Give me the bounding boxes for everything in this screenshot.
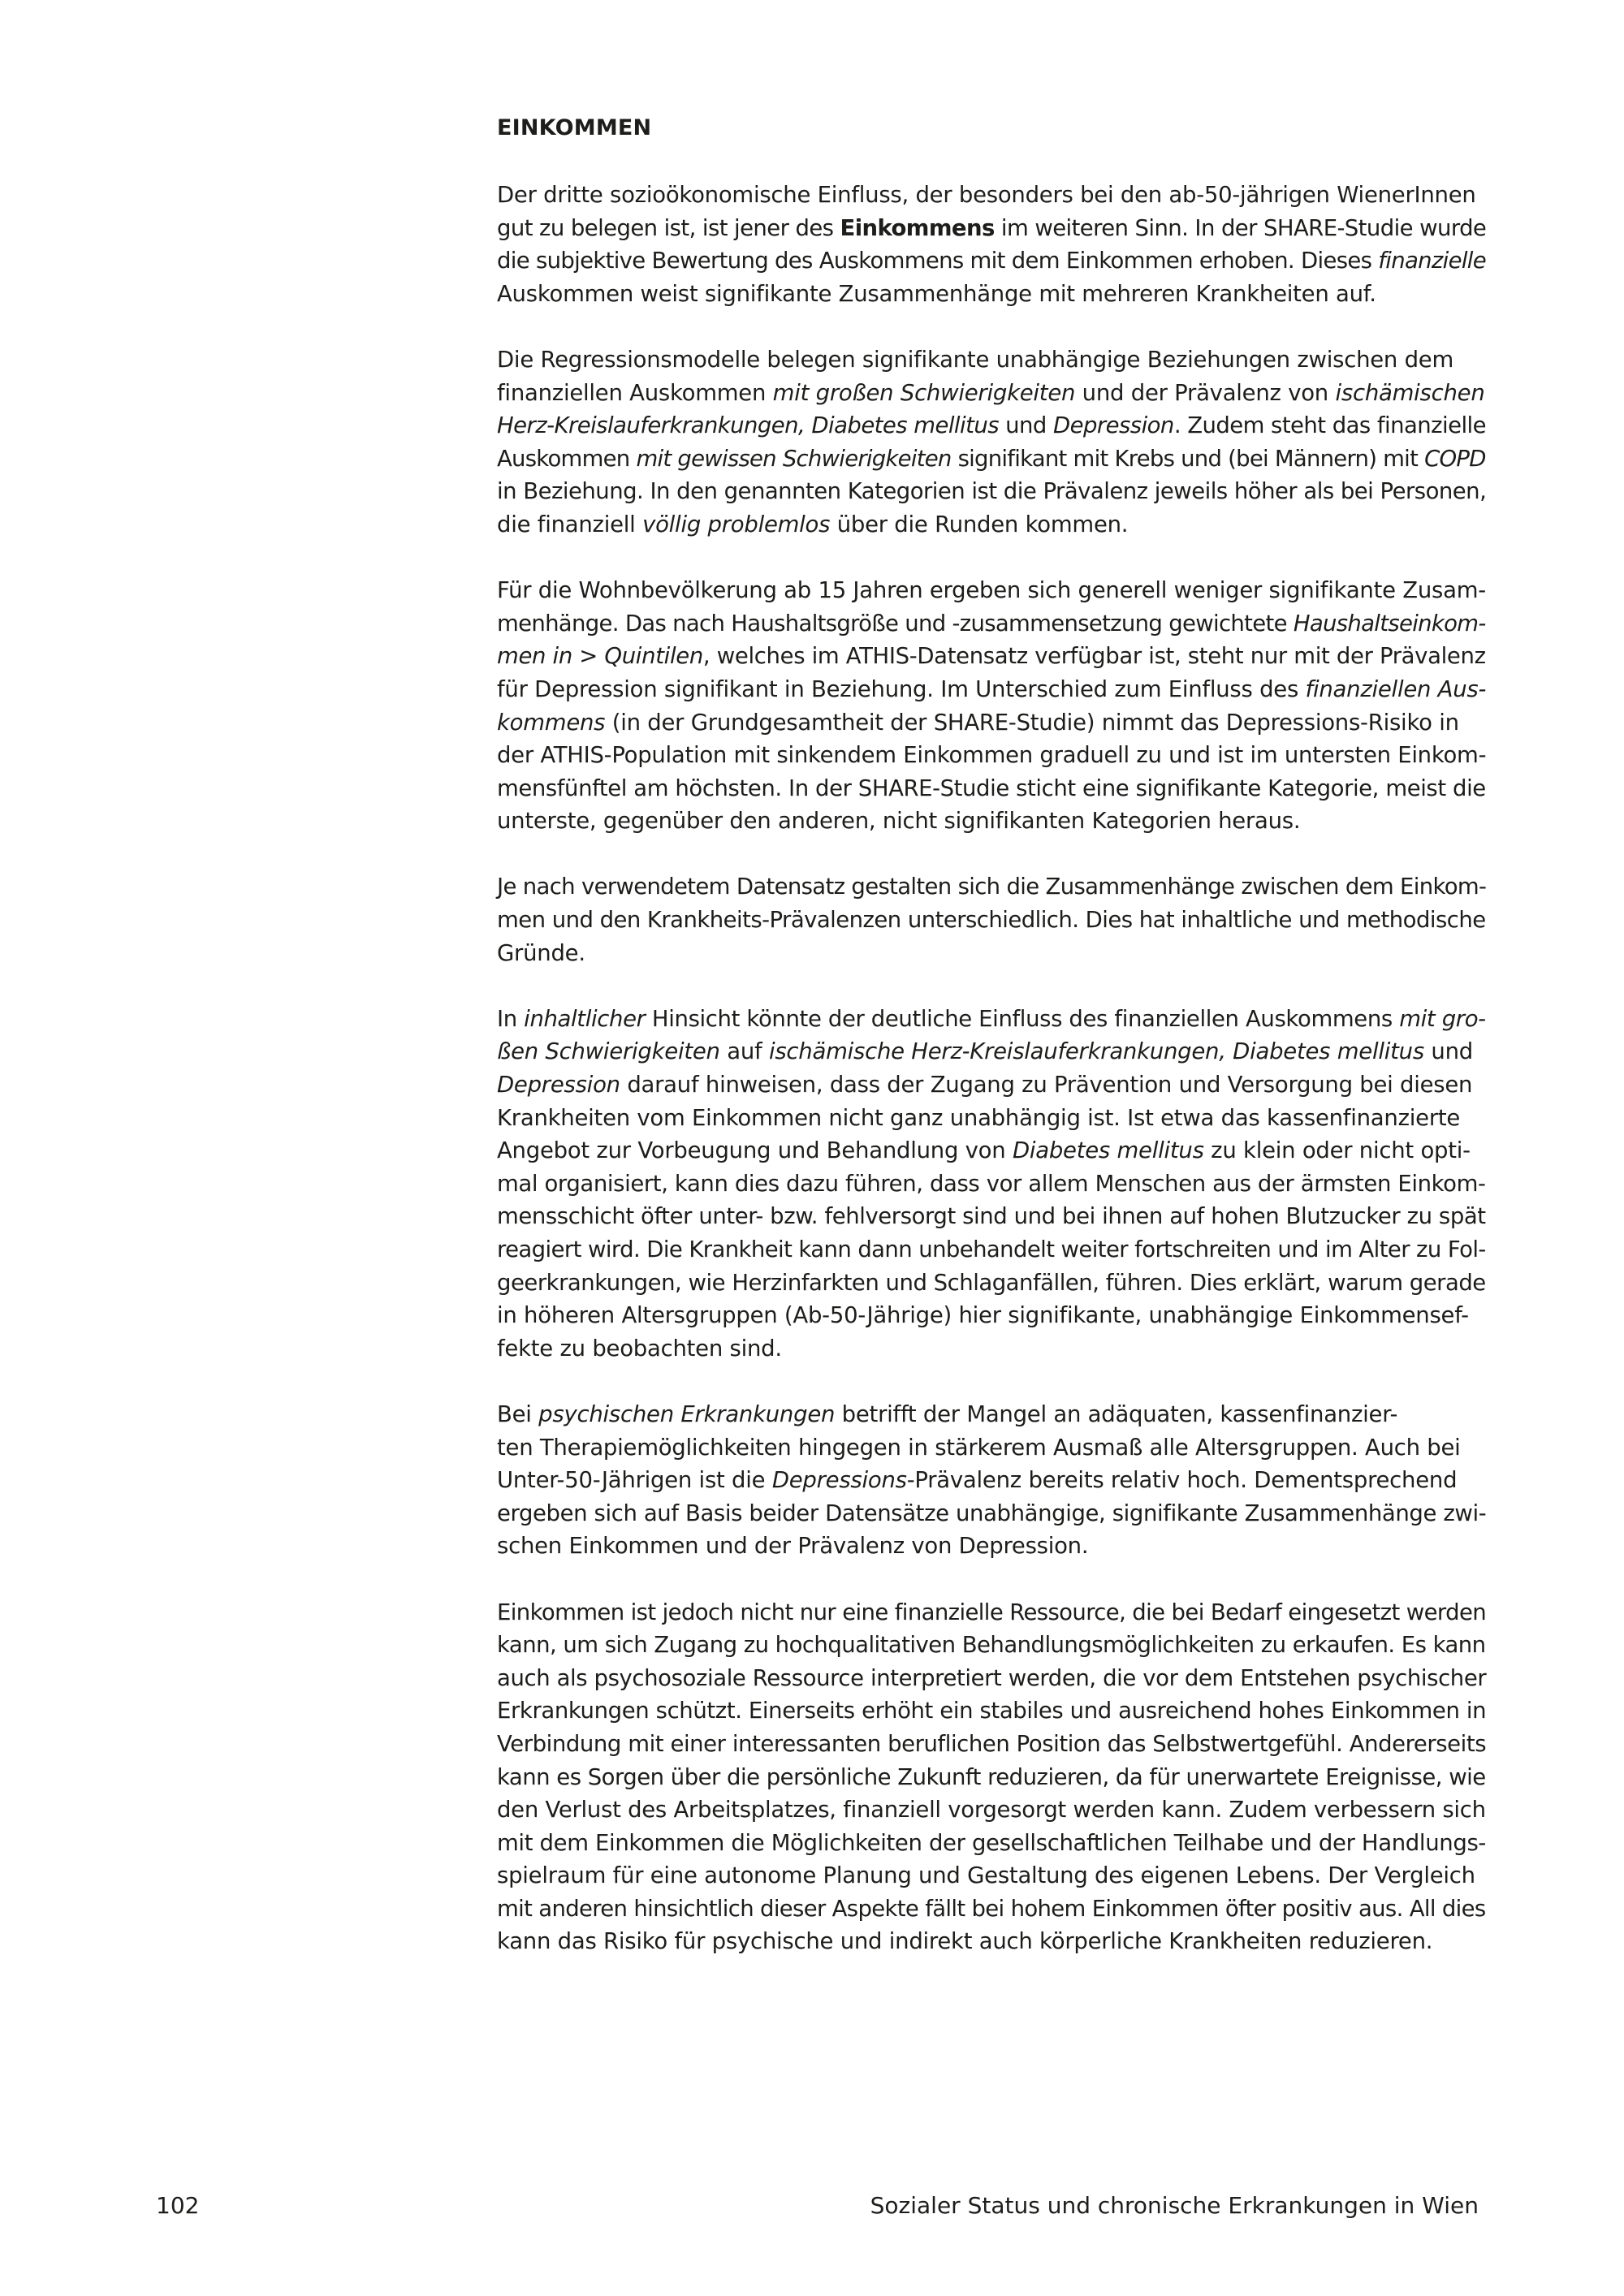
paragraph-4 <box>497 870 1486 969</box>
text-line: Depression darauf hinweisen, dass der Zugang zu Prävention und Versorgung bei diesen <box>497 1072 1473 1098</box>
text-line: den Verlust des Arbeitsplatzes, finanziell vorgesorgt werden kann. Zudem verbessern sich <box>497 1797 1486 1823</box>
text-line: mit anderen hinsichtlich dieser Aspekte fällt bei hohem Einkommen öfter positiv aus. All dies <box>497 1895 1486 1922</box>
bold-term: Einkommens <box>840 214 995 241</box>
text-line: der ATHIS-Population mit sinkendem Einkommen graduell zu und ist im untersten Einkom- <box>497 742 1487 769</box>
page-number: 102 <box>156 2192 200 2219</box>
text-line: für Depression signifikant in Beziehung. Im Unterschied zum Einfluss des finanziellen Aus- <box>497 675 1487 702</box>
italic-term: Diabetes mellitus <box>1012 1137 1204 1164</box>
paragraph-6 <box>497 1398 1486 1563</box>
italic-term: Depression <box>1053 412 1174 439</box>
paragraph-2 <box>497 343 1486 542</box>
italic-term: inhaltlicher <box>524 1005 646 1032</box>
paragraph-7 <box>497 1596 1486 1959</box>
text-line: in Beziehung. In den genannten Kategorien ist die Prävalenz jeweils höher als bei Personen, <box>497 478 1487 505</box>
text-line: reagiert wird. Die Krankheit kann dann unbehandelt weiter fortschreiten und im Alter zu Fol- <box>497 1236 1486 1262</box>
text-line: kann, um sich Zugang zu hochqualitativen Behandlungsmöglichkeiten zu erkaufen. Es kann <box>497 1632 1486 1659</box>
text-line: geerkrankungen, wie Herzinfarkten und Schlaganfällen, führen. Dies erklärt, warum gerade <box>497 1269 1486 1296</box>
text-line: Unter-50-Jährigen ist die Depressions-Prävalenz bereits relativ hoch. Dementsprechend <box>497 1467 1458 1494</box>
text-line: finanziellen Auskommen mit großen Schwierigkeiten und der Prävalenz von ischämischen <box>497 379 1485 406</box>
italic-term: ischämischen <box>1335 379 1485 406</box>
text-line: Auskommen weist signifikante Zusammenhänge mit mehreren Krankheiten auf. <box>497 280 1376 307</box>
italic-term: mit gro- <box>1399 1005 1486 1032</box>
text-line: die subjektive Bewertung des Auskommens mit dem Einkommen erhoben. Dieses finanzielle <box>497 248 1486 274</box>
italic-term: COPD <box>1424 445 1486 472</box>
italic-term: völlig problemlos <box>642 511 831 537</box>
italic-term: mit großen Schwierigkeiten <box>772 379 1076 406</box>
main-text-column <box>497 112 1486 1992</box>
text-line: Herz-Kreislauferkrankungen, Diabetes mellitus und Depression. Zudem steht das finanzielle <box>497 412 1487 439</box>
text-line: Für die Wohnbevölkerung ab 15 Jahren ergeben sich generell weniger signifikante Zusam- <box>497 577 1486 604</box>
text-line: schen Einkommen und der Prävalenz von Depression. <box>497 1533 1089 1560</box>
italic-term: ischämische Herz-Kreislauferkrankungen, Diabetes mellitus <box>768 1038 1424 1065</box>
italic-term: Herz-Kreislauferkrankungen, Diabetes mellitus <box>497 412 999 439</box>
text-line: Erkrankungen schützt. Einerseits erhöht ein stabiles und ausreichend hohes Einkommen in <box>497 1698 1487 1724</box>
italic-term: ßen Schwierigkeiten <box>497 1038 720 1065</box>
text-line: Krankheiten vom Einkommen nicht ganz unabhängig ist. Ist etwa das kassenfinanzierte <box>497 1104 1461 1131</box>
text-line: mensschicht öfter unter- bzw. fehlversorgt sind und bei ihnen auf hohen Blutzucker zu spät <box>497 1203 1486 1230</box>
text-line: men und den Krankheits-Prävalenzen unterschiedlich. Dies hat inhaltliche und methodische <box>497 907 1486 934</box>
paragraph-1 <box>497 179 1486 310</box>
text-line: Auskommen mit gewissen Schwierigkeiten signifikant mit Krebs und (bei Männern) mit COPD <box>497 445 1486 472</box>
italic-term: finanzielle <box>1378 248 1486 274</box>
text-line: Einkommen ist jedoch nicht nur eine finanzielle Ressource, die bei Bedarf eingesetzt werden <box>497 1599 1487 1625</box>
italic-term: kommens <box>497 709 606 736</box>
text-line: die finanziell völlig problemlos über die Runden kommen. <box>497 511 1129 537</box>
text-line: ßen Schwierigkeiten auf ischämische Herz-Kreislauferkrankungen, Diabetes mellitus und <box>497 1038 1473 1065</box>
text-line: mal organisiert, kann dies dazu führen, dass vor allem Menschen aus der ärmsten Einkom- <box>497 1170 1486 1197</box>
paragraph-3 <box>497 574 1486 838</box>
text-line: kann das Risiko für psychische und indirekt auch körperliche Krankheiten reduzieren. <box>497 1928 1433 1955</box>
text-line: Verbindung mit einer interessanten beruflichen Position das Selbstwertgefühl. Andererseits <box>497 1730 1487 1757</box>
text-line: gut zu belegen ist, ist jener des Einkommens im weiteren Sinn. In der SHARE-Studie wurde <box>497 214 1487 241</box>
italic-term: Depression <box>497 1072 620 1098</box>
paragraph-5 <box>497 1003 1486 1366</box>
italic-term: Haushaltseinkom- <box>1293 610 1486 637</box>
text-line: men in > Quintilen, welches im ATHIS-Datensatz verfügbar ist, steht nur mit der Prävalenz <box>497 643 1486 670</box>
text-line: ergeben sich auf Basis beider Datensätze unabhängige, signifikante Zusammenhänge zwi- <box>497 1500 1487 1526</box>
text-line: mit dem Einkommen die Möglichkeiten der gesellschaftlichen Teilhabe und der Handlungs- <box>497 1829 1486 1856</box>
text-line: Angebot zur Vorbeugung und Behandlung von Diabetes mellitus zu klein oder nicht opti- <box>497 1137 1471 1164</box>
text-line: in höheren Altersgruppen (Ab-50-Jährige) hier signifikante, unabhängige Einkommensef- <box>497 1302 1469 1329</box>
text-line: Gründe. <box>497 939 585 966</box>
text-line: kommens (in der Grundgesamtheit der SHARE-Studie) nimmt das Depressions-Risiko in <box>497 709 1459 736</box>
italic-term: mit gewissen Schwierigkeiten <box>636 445 952 472</box>
text-line: auch als psychosoziale Ressource interpretiert werden, die vor dem Entstehen psychischer <box>497 1664 1487 1691</box>
italic-term: finanziellen Aus- <box>1305 675 1487 702</box>
text-line: spielraum für eine autonome Planung und Gestaltung des eigenen Lebens. Der Vergleich <box>497 1862 1475 1889</box>
text-line: unterste, gegenüber den anderen, nicht signifikanten Kategorien heraus. <box>497 808 1301 835</box>
text-line: ten Therapiemöglichkeiten hingegen in stärkerem Ausmaß alle Altersgruppen. Auch bei <box>497 1434 1461 1461</box>
section-heading: EINKOMMEN <box>497 115 652 140</box>
italic-term: men in > Quintilen <box>497 643 703 670</box>
text-line: kann es Sorgen über die persönliche Zukunft reduzieren, da für unerwartete Ereignisse, wie <box>497 1763 1486 1790</box>
text-line: In inhaltlicher Hinsicht könnte der deutliche Einfluss des finanziellen Auskommens mit gro- <box>497 1005 1486 1032</box>
text-line: Die Regressionsmodelle belegen signifikante unabhängige Beziehungen zwischen dem <box>497 346 1454 373</box>
text-line: Der dritte sozioökonomische Einfluss, der besonders bei den ab-50-jährigen WienerInnen <box>497 182 1476 208</box>
running-footer-title: Sozialer Status und chronische Erkrankungen in Wien <box>870 2192 1479 2219</box>
italic-term: psychischen Erkrankungen <box>538 1400 836 1427</box>
text-line: Bei psychischen Erkrankungen betrifft der Mangel an adäquaten, kassenfinanzier- <box>497 1400 1398 1427</box>
text-line: menhänge. Das nach Haushaltsgröße und -zusammensetzung gewichtete Haushaltseinkom- <box>497 610 1486 637</box>
italic-term: Depressions <box>771 1467 907 1494</box>
text-line: fekte zu beobachten sind. <box>497 1335 782 1362</box>
text-line: mensfünftel am höchsten. In der SHARE-Studie sticht eine signifikante Kategorie, meist die <box>497 775 1486 801</box>
text-line: Je nach verwendetem Datensatz gestalten sich die Zusammenhänge zwischen dem Einkom- <box>497 874 1487 900</box>
